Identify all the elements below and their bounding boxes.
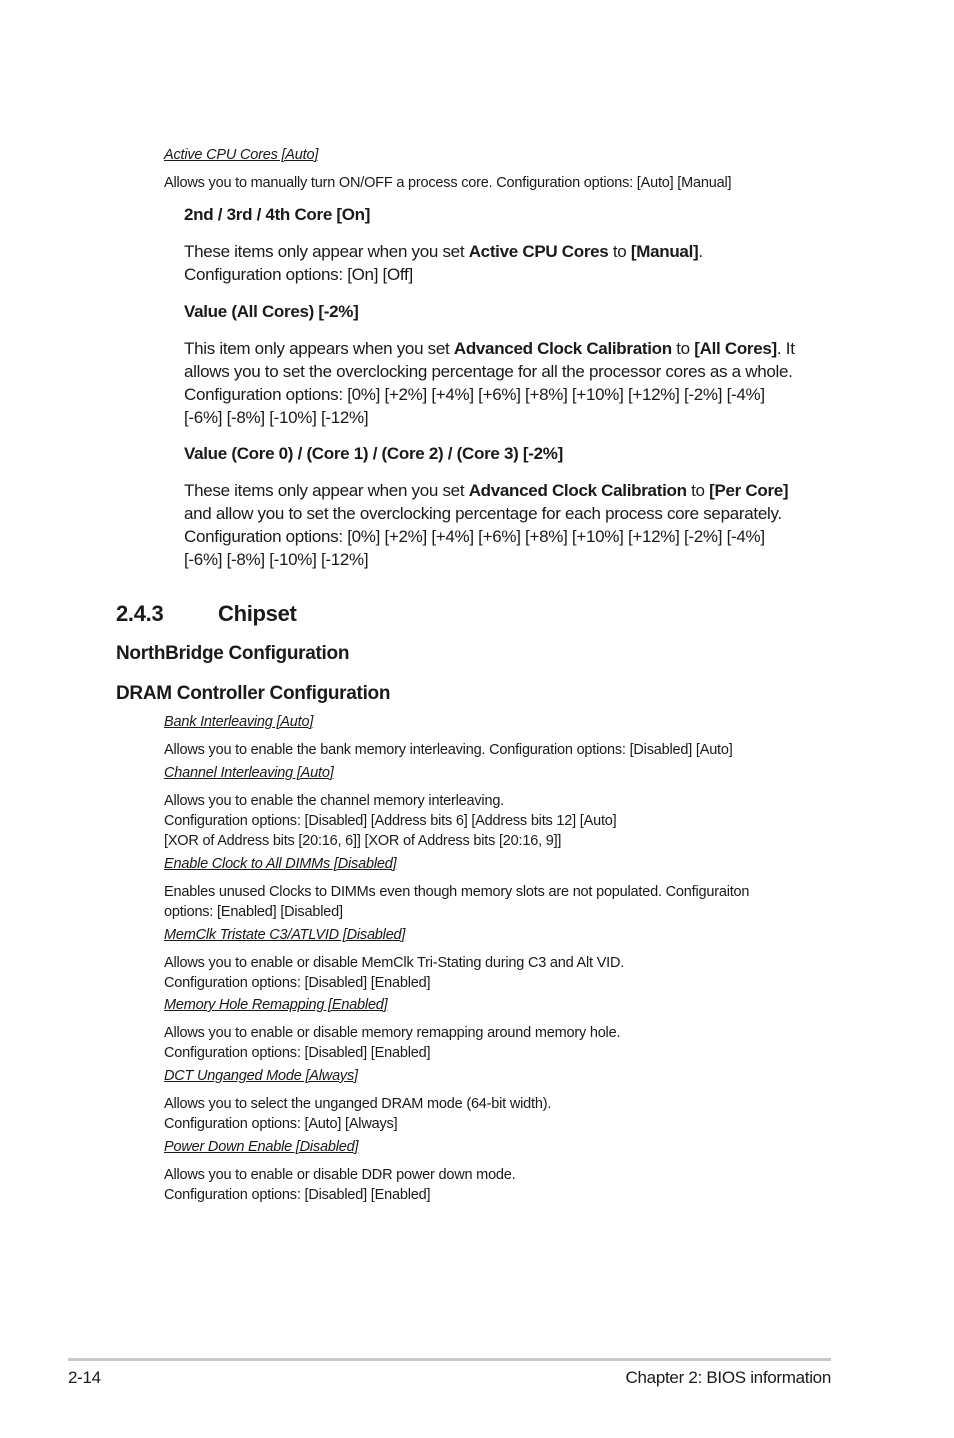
core-line-2: Configuration options: [On] [Off]	[184, 265, 413, 284]
bold-term: [Manual]	[630, 242, 699, 261]
item-desc	[164, 1165, 515, 1205]
item-title: DCT Unganged Mode [Always]	[164, 1068, 358, 1084]
desc-line: Allows you to enable or disable DDR power down mode.	[164, 1167, 516, 1183]
core-paragraph	[184, 240, 703, 286]
section-title: Chipset	[218, 601, 297, 626]
desc-line: Configuration options: [Disabled] [Enabled]	[164, 975, 431, 991]
desc-line: Configuration options: [Auto] [Always]	[164, 1116, 398, 1132]
item-desc-active-cpu-cores: Allows you to manually turn ON/OFF a process core. Configuration options: [Auto] [Manual]	[164, 175, 732, 191]
item-desc	[164, 882, 749, 922]
text: These items only appear when you set	[184, 481, 469, 500]
all-line-1	[184, 337, 795, 360]
item-title: Power Down Enable [Disabled]	[164, 1139, 359, 1155]
bold-term: [Per Core]	[709, 481, 789, 500]
core-line-1	[184, 240, 703, 263]
per-line-4: [-6%] [-8%] [-10%] [-12%]	[184, 550, 369, 569]
per-line-1	[184, 479, 788, 502]
text: . It	[776, 339, 795, 358]
item-title: Enable Clock to All DIMMs [Disabled]	[164, 856, 397, 872]
item-desc	[164, 953, 624, 993]
item-desc	[164, 1023, 620, 1063]
desc-line: Configuration options: [Disabled] [Enabled]	[164, 1045, 431, 1061]
desc-line: Allows you to enable the bank memory interleaving. Configuration options: [Disabled] [Auto]	[164, 742, 733, 758]
all-line-3: Configuration options: [0%] [+2%] [+4%] [+6%] [+8%] [+10%] [+12%] [-2%] [-4%]	[184, 385, 765, 404]
item-title: MemClk Tristate C3/ATLVID [Disabled]	[164, 927, 406, 943]
all-line-4: [-6%] [-8%] [-10%] [-12%]	[184, 408, 369, 427]
text: These items only appear when you set	[184, 242, 469, 261]
text: to	[686, 481, 710, 500]
bold-term: [All Cores]	[694, 339, 777, 358]
desc-line: Allows you to enable or disable MemClk Tri-Stating during C3 and Alt VID.	[164, 955, 625, 971]
text: to	[608, 242, 631, 261]
bold-term: Advanced Clock Calibration	[468, 481, 687, 500]
item-desc	[164, 1094, 551, 1134]
page-number: 2-14	[68, 1368, 101, 1387]
bold-term: Active CPU Cores	[468, 242, 609, 261]
item-title: Channel Interleaving [Auto]	[164, 765, 334, 781]
text: This item only appears when you set	[184, 339, 454, 358]
text: to	[671, 339, 695, 358]
core-heading: 2nd / 3rd / 4th Core [On]	[184, 205, 371, 224]
all-cores-paragraph	[184, 337, 795, 429]
desc-line: Configuration options: [Disabled] [Address bits 6] [Address bits 12] [Auto]	[164, 813, 617, 829]
per-core-paragraph	[184, 479, 788, 571]
item-title: Bank Interleaving [Auto]	[164, 714, 314, 730]
item-desc	[164, 740, 733, 760]
desc-line: Configuration options: [Disabled] [Enabled]	[164, 1187, 431, 1203]
subsection-dram-controller: DRAM Controller Configuration	[116, 683, 391, 704]
per-line-2: and allow you to set the overclocking percentage for each process core separately.	[184, 504, 782, 523]
desc-line: [XOR of Address bits [20:16, 6]] [XOR of Address bits [20:16, 9]]	[164, 833, 562, 849]
desc-line: options: [Enabled] [Disabled]	[164, 904, 343, 920]
desc-line: Enables unused Clocks to DIMMs even though memory slots are not populated. Configuraiton	[164, 884, 750, 900]
desc-line: Allows you to enable or disable memory remapping around memory hole.	[164, 1025, 621, 1041]
per-core-heading: Value (Core 0) / (Core 1) / (Core 2) / (Core 3) [-2%]	[184, 444, 563, 463]
all-line-2: allows you to set the overclocking percentage for all the processor cores as a whole.	[184, 362, 793, 381]
footer-rule	[68, 1358, 831, 1361]
all-cores-heading: Value (All Cores) [-2%]	[184, 302, 359, 321]
item-title-active-cpu-cores: Active CPU Cores [Auto]	[164, 147, 319, 163]
desc-line: Allows you to enable the channel memory interleaving.	[164, 793, 505, 809]
per-line-3: Configuration options: [0%] [+2%] [+4%] [+6%] [+8%] [+10%] [+12%] [-2%] [-4%]	[184, 527, 765, 546]
text: .	[698, 242, 703, 261]
section-number: 2.4.3	[116, 601, 164, 626]
subsection-northbridge: NorthBridge Configuration	[116, 643, 350, 664]
desc-line: Allows you to select the unganged DRAM mode (64-bit width).	[164, 1096, 552, 1112]
bold-term: Advanced Clock Calibration	[453, 339, 672, 358]
item-title: Memory Hole Remapping [Enabled]	[164, 997, 388, 1013]
item-desc	[164, 791, 616, 851]
chapter-title: Chapter 2: BIOS information	[625, 1368, 831, 1387]
